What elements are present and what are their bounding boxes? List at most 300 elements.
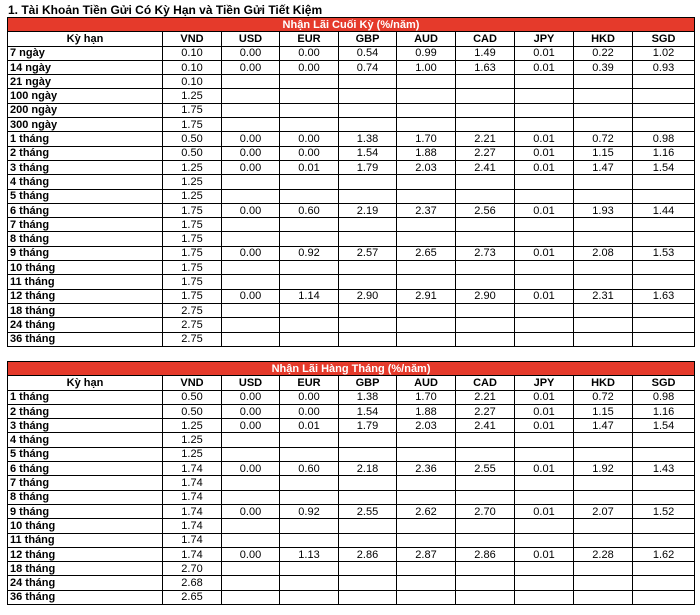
rate-cell [515,103,574,117]
col-header-jpy: JPY [515,376,574,390]
rate-cell: 1.74 [163,519,222,533]
rate-cell [397,447,456,461]
table-row [8,504,695,518]
term-cell: 5 tháng [8,447,163,461]
term-cell: 1 tháng [8,132,163,146]
rate-cell: 2.55 [339,504,397,518]
rate-cell [397,590,456,604]
rate-cell [280,590,339,604]
table-row [8,462,695,476]
rate-cell [574,332,633,346]
rate-cell [633,118,695,132]
rate-cell [574,103,633,117]
col-header-jpy: JPY [515,32,574,46]
rate-cell: 0.00 [222,60,280,74]
table-row [8,419,695,433]
rate-cell [339,433,397,447]
rate-cell: 0.00 [222,419,280,433]
rate-cell: 0.01 [515,203,574,217]
term-cell: 36 tháng [8,590,163,604]
rate-cell: 1.13 [280,547,339,561]
rate-cell: 0.54 [339,46,397,60]
rate-cell [456,261,515,275]
rate-cell: 0.00 [222,146,280,160]
rate-cell: 0.00 [222,246,280,260]
rate-cell: 1.62 [633,547,695,561]
rate-cell [515,275,574,289]
table-row [8,46,695,60]
table-row [8,289,695,303]
rate-cell: 1.00 [397,60,456,74]
table-row [8,132,695,146]
rate-table-end-of-term [7,17,695,347]
rate-cell [515,332,574,346]
rate-cell: 0.01 [515,46,574,60]
rate-cell: 0.01 [515,419,574,433]
rate-cell [339,89,397,103]
term-cell: 3 tháng [8,160,163,174]
rate-cell: 1.79 [339,160,397,174]
rate-cell: 0.01 [280,419,339,433]
rate-cell: 1.88 [397,404,456,418]
rate-cell: 1.25 [163,89,222,103]
rate-cell: 2.86 [339,547,397,561]
rate-cell [397,189,456,203]
rate-cell [397,519,456,533]
rate-cell [222,189,280,203]
term-cell: 10 tháng [8,519,163,533]
rate-cell: 0.60 [280,203,339,217]
rate-cell [574,232,633,246]
rate-cell: 0.39 [574,60,633,74]
term-cell: 18 tháng [8,562,163,576]
rate-cell: 0.10 [163,46,222,60]
rate-cell [633,232,695,246]
rate-cell: 1.16 [633,146,695,160]
rate-cell: 0.00 [222,203,280,217]
term-cell: 7 tháng [8,476,163,490]
rate-cell [515,447,574,461]
rate-cell [633,275,695,289]
rate-cell [222,590,280,604]
col-header-term: Kỳ hạn [8,32,163,46]
rate-cell: 1.52 [633,504,695,518]
term-cell: 2 tháng [8,146,163,160]
rate-cell [397,275,456,289]
rate-cell: 0.00 [222,547,280,561]
rate-cell [574,189,633,203]
rate-cell: 0.00 [222,504,280,518]
rate-cell: 0.01 [515,547,574,561]
rate-cell [456,275,515,289]
rate-cell: 1.75 [163,246,222,260]
rate-cell [280,118,339,132]
rate-cell [574,175,633,189]
rate-cell: 2.62 [397,504,456,518]
rate-cell: 2.36 [397,462,456,476]
rate-cell [397,261,456,275]
rate-cell [280,490,339,504]
rate-cell [397,332,456,346]
rate-cell [633,447,695,461]
rate-cell [633,75,695,89]
table-row [8,160,695,174]
rate-cell: 0.00 [280,390,339,404]
rate-cell [222,275,280,289]
rate-cell [574,118,633,132]
rate-cell: 2.55 [456,462,515,476]
rate-cell [280,218,339,232]
rate-cell: 1.43 [633,462,695,476]
term-cell: 8 tháng [8,232,163,246]
rate-cell: 2.91 [397,289,456,303]
rate-cell [280,75,339,89]
header-row [8,32,695,46]
rate-cell [633,303,695,317]
rate-cell [574,476,633,490]
rate-cell: 1.47 [574,160,633,174]
rate-cell [574,261,633,275]
rate-table-monthly [7,361,695,605]
rate-cell [339,261,397,275]
rate-cell: 2.70 [163,562,222,576]
rate-cell [339,332,397,346]
rate-cell [397,490,456,504]
rate-cell [397,303,456,317]
rate-cell [280,261,339,275]
rate-cell: 2.56 [456,203,515,217]
rate-cell: 0.22 [574,46,633,60]
term-cell: 2 tháng [8,404,163,418]
rate-cell [515,118,574,132]
rate-cell [222,318,280,332]
rate-cell: 1.53 [633,246,695,260]
rate-cell: 1.75 [163,261,222,275]
rate-cell: 0.00 [222,132,280,146]
rate-cell [456,189,515,203]
rate-cell [339,576,397,590]
rate-cell: 0.00 [222,46,280,60]
rate-cell: 1.38 [339,132,397,146]
rate-cell: 1.74 [163,547,222,561]
term-cell: 7 tháng [8,218,163,232]
rate-cell: 0.01 [515,246,574,260]
table-row [8,261,695,275]
rate-cell: 0.00 [222,390,280,404]
rate-cell [633,533,695,547]
col-header-usd: USD [222,32,280,46]
rate-cell [222,175,280,189]
rate-cell: 1.54 [339,404,397,418]
rate-cell: 1.38 [339,390,397,404]
rate-cell: 2.27 [456,404,515,418]
rate-cell: 0.01 [515,404,574,418]
rate-cell [633,189,695,203]
rate-cell [397,533,456,547]
table-row [8,175,695,189]
rate-cell [574,562,633,576]
rate-cell [515,576,574,590]
rate-cell [280,447,339,461]
table-row [8,189,695,203]
rate-cell: 1.15 [574,404,633,418]
rate-cell [339,562,397,576]
rate-cell: 2.86 [456,547,515,561]
term-cell: 300 ngày [8,118,163,132]
table-row [8,146,695,160]
rate-cell: 0.98 [633,132,695,146]
rate-cell: 2.87 [397,547,456,561]
rate-cell: 0.01 [515,146,574,160]
term-cell: 4 tháng [8,175,163,189]
rate-cell [280,433,339,447]
rate-cell [222,232,280,246]
rate-cell [397,318,456,332]
table-row [8,547,695,561]
rate-cell: 1.75 [163,118,222,132]
rate-cell [515,318,574,332]
rate-cell [574,533,633,547]
rate-cell [339,103,397,117]
rate-cell [280,189,339,203]
rate-cell [280,275,339,289]
table-row [8,533,695,547]
rate-cell: 0.01 [515,462,574,476]
rate-cell: 0.50 [163,146,222,160]
rate-cell: 0.01 [280,160,339,174]
table-row [8,433,695,447]
rate-cell [456,590,515,604]
rate-cell [515,476,574,490]
rate-cell [574,75,633,89]
table-row [8,75,695,89]
rate-cell [633,476,695,490]
col-header-cad: CAD [456,376,515,390]
rate-cell [222,476,280,490]
rate-cell [339,519,397,533]
term-cell: 100 ngày [8,89,163,103]
term-cell: 24 tháng [8,576,163,590]
rate-cell [397,433,456,447]
term-cell: 6 tháng [8,203,163,217]
rate-cell [633,318,695,332]
rate-cell: 1.75 [163,232,222,246]
rate-cell: 2.57 [339,246,397,260]
term-cell: 3 tháng [8,419,163,433]
rate-cell: 1.25 [163,447,222,461]
rate-cell [515,562,574,576]
rate-cell: 2.41 [456,419,515,433]
rate-cell [456,303,515,317]
rate-cell: 0.00 [280,132,339,146]
rate-cell: 0.01 [515,60,574,74]
rate-cell: 1.54 [633,160,695,174]
rate-cell: 1.92 [574,462,633,476]
rate-cell [222,75,280,89]
rate-cell [280,175,339,189]
rate-cell [574,303,633,317]
rate-cell: 0.01 [515,504,574,518]
rate-cell [280,576,339,590]
rate-cell: 0.01 [515,289,574,303]
rate-cell: 0.00 [280,146,339,160]
rate-cell: 1.75 [163,203,222,217]
rate-cell: 0.00 [222,462,280,476]
rate-cell [574,433,633,447]
col-header-cad: CAD [456,32,515,46]
term-cell: 12 tháng [8,547,163,561]
rate-cell [397,562,456,576]
rate-cell: 2.65 [397,246,456,260]
rate-cell: 1.25 [163,160,222,174]
rate-cell [280,318,339,332]
table-row [8,118,695,132]
rate-cell [515,433,574,447]
term-cell: 4 tháng [8,433,163,447]
rate-cell [633,590,695,604]
rate-cell: 2.75 [163,318,222,332]
table-row [8,203,695,217]
rate-cell: 1.16 [633,404,695,418]
rate-cell: 2.07 [574,504,633,518]
rate-cell [515,232,574,246]
rate-cell [515,590,574,604]
term-cell: 6 tháng [8,462,163,476]
rate-cell: 0.92 [280,504,339,518]
col-header-gbp: GBP [339,32,397,46]
table-row [8,246,695,260]
term-cell: 21 ngày [8,75,163,89]
term-cell: 8 tháng [8,490,163,504]
rate-cell [280,476,339,490]
rate-cell: 2.41 [456,160,515,174]
table-banner: Nhận Lãi Hàng Tháng (%/năm) [8,362,695,376]
rate-cell [456,447,515,461]
table-row [8,318,695,332]
rate-cell [339,533,397,547]
rate-cell: 2.75 [163,332,222,346]
rate-cell: 0.50 [163,132,222,146]
rate-cell: 1.79 [339,419,397,433]
rate-cell [339,232,397,246]
rate-cell: 2.37 [397,203,456,217]
rate-cell: 1.74 [163,533,222,547]
term-cell: 200 ngày [8,103,163,117]
rate-cell: 1.63 [633,289,695,303]
col-header-usd: USD [222,376,280,390]
rate-cell [280,562,339,576]
rate-cell: 1.25 [163,419,222,433]
page-title: 1. Tài Khoản Tiền Gửi Có Kỳ Hạn và Tiền Gửi Tiết Kiệm [8,3,323,17]
table-row [8,590,695,604]
table-row [8,404,695,418]
rate-cell: 2.08 [574,246,633,260]
rate-cell [280,303,339,317]
term-cell: 18 tháng [8,303,163,317]
rate-cell: 0.98 [633,390,695,404]
rate-cell: 1.44 [633,203,695,217]
col-header-sgd: SGD [633,32,695,46]
rate-cell [339,175,397,189]
rate-cell: 1.74 [163,504,222,518]
rate-cell [397,175,456,189]
rate-cell [222,433,280,447]
rate-cell [397,103,456,117]
rate-cell [339,590,397,604]
col-header-vnd: VND [163,376,222,390]
col-header-eur: EUR [280,32,339,46]
table-row [8,89,695,103]
rate-cell: 1.75 [163,289,222,303]
rate-cell: 1.74 [163,476,222,490]
rate-cell [633,103,695,117]
rate-cell [515,89,574,103]
col-header-hkd: HKD [574,376,633,390]
term-cell: 10 tháng [8,261,163,275]
rate-cell: 1.74 [163,462,222,476]
rate-cell [397,75,456,89]
rate-cell: 0.01 [515,132,574,146]
table-row [8,218,695,232]
rate-cell [222,533,280,547]
rate-cell [633,261,695,275]
rate-cell: 2.68 [163,576,222,590]
rate-cell [280,533,339,547]
rate-cell [397,89,456,103]
table-banner: Nhận Lãi Cuối Kỳ (%/năm) [8,18,695,32]
rate-cell [222,118,280,132]
rate-cell [574,590,633,604]
rate-cell: 1.74 [163,490,222,504]
col-header-aud: AUD [397,32,456,46]
table-row [8,490,695,504]
rate-cell [222,490,280,504]
rate-cell [456,519,515,533]
table-row [8,519,695,533]
rate-cell [456,89,515,103]
rate-cell [339,118,397,132]
rate-cell: 2.19 [339,203,397,217]
term-cell: 11 tháng [8,275,163,289]
term-cell: 24 tháng [8,318,163,332]
rate-cell [222,103,280,117]
rate-cell [280,89,339,103]
rate-cell [633,433,695,447]
rate-cell: 2.65 [163,590,222,604]
rate-cell: 0.60 [280,462,339,476]
rate-cell [456,476,515,490]
rate-cell [633,490,695,504]
rate-cell: 2.73 [456,246,515,260]
term-cell: 5 tháng [8,189,163,203]
rate-cell [515,533,574,547]
rate-cell: 1.02 [633,46,695,60]
rate-cell [456,118,515,132]
rate-cell: 0.00 [280,46,339,60]
rate-cell [456,103,515,117]
rate-cell [633,175,695,189]
rate-cell [633,519,695,533]
rate-cell: 2.03 [397,419,456,433]
rate-cell: 0.74 [339,60,397,74]
rate-cell: 0.00 [222,404,280,418]
rate-cell: 2.28 [574,547,633,561]
rate-cell: 0.10 [163,60,222,74]
rate-cell [456,232,515,246]
table-row [8,562,695,576]
rate-cell [515,490,574,504]
rate-cell [280,232,339,246]
